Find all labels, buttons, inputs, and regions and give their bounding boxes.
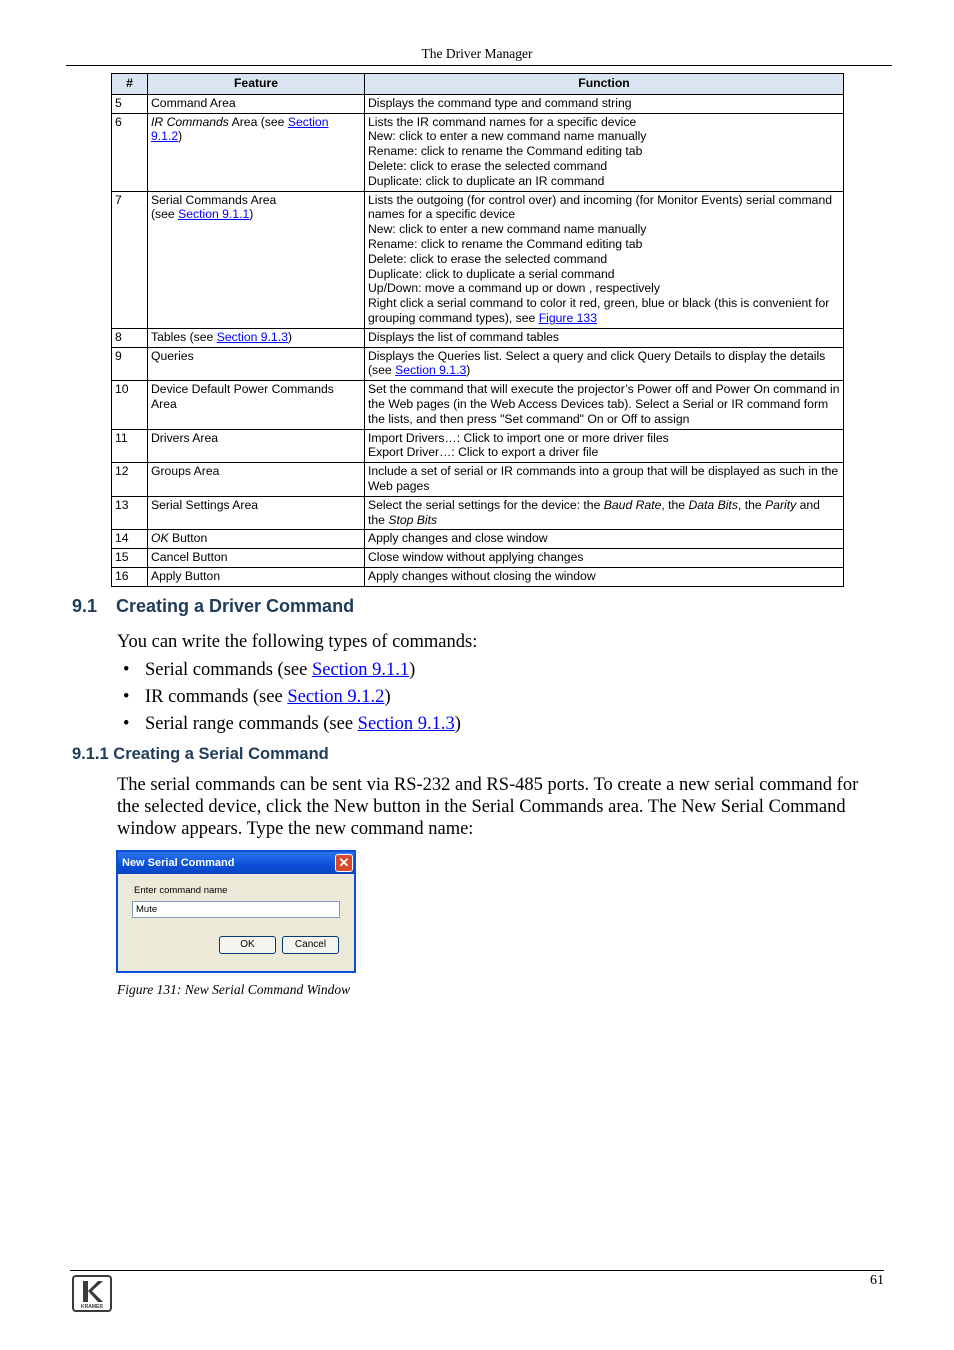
list-item: • Serial range commands (see Section 9.1.3) <box>123 714 461 734</box>
row-feature: Cancel Button <box>148 549 365 568</box>
table-row <box>112 496 844 530</box>
row-num: 9 <box>112 347 148 381</box>
dialog-title-bar <box>118 852 354 874</box>
row-function: Include a set of serial or IR commands into a group that will be displayed as such in the Web pages <box>365 463 844 497</box>
row-function: Displays the command type and command string <box>365 94 844 113</box>
table-row <box>112 530 844 549</box>
table-row <box>112 347 844 381</box>
row-num: 16 <box>112 567 148 586</box>
table-row <box>112 381 844 429</box>
ok-button[interactable]: OK <box>219 936 276 954</box>
row-feature: OK Button <box>148 530 365 549</box>
row-function: Lists the IR command names for a specific device New: click to enter a new command name manually Rename: click to rename the Command editing tab Delete: click to erase the selected command Duplicate: click to duplicate an IR command <box>365 113 844 191</box>
header-rule <box>66 65 892 66</box>
bullet-icon: • <box>123 660 130 680</box>
row-feature: Serial Commands Area (see Section 9.1.1) <box>148 191 365 328</box>
kramer-logo <box>72 1275 112 1312</box>
table-row <box>112 463 844 497</box>
section-link[interactable]: Section 9.1.2 <box>287 687 385 707</box>
new-serial-command-dialog <box>116 850 356 973</box>
row-feature: Queries <box>148 347 365 381</box>
row-num: 6 <box>112 113 148 191</box>
section-heading-9-1-1: 9.1.1 Creating a Serial Command <box>72 745 329 763</box>
intro-text: You can write the following types of commands: <box>117 632 478 652</box>
row-function: Displays the Queries list. Select a query and click Query Details to display the details (see Section 9.1.3) <box>365 347 844 381</box>
section-heading-9-1: 9.1 Creating a Driver Command <box>72 596 355 616</box>
header-function: Function <box>365 74 844 95</box>
row-feature: Groups Area <box>148 463 365 497</box>
row-feature: Apply Button <box>148 567 365 586</box>
section-link[interactable]: Section 9.1.3 <box>357 714 455 734</box>
footer-rule <box>70 1270 884 1271</box>
section-link[interactable]: Section 9.1.3 <box>216 329 288 344</box>
row-num: 14 <box>112 530 148 549</box>
table-row <box>112 429 844 463</box>
row-function: Lists the outgoing (for control over) and incoming (for Monitor Events) serial command names for a specific device New: click to enter a new command name manually Rename: click to rename the Command editing tab Delete: click to erase the selected command Duplicate: click to duplicate a serial command Up/Down: move a command up or down , respectively Right click a serial command to color it red, green, blue or black (this is convenient for grouping command types), see Figure 133 <box>365 191 844 328</box>
dialog-title: New Serial Command <box>122 857 235 869</box>
row-function: Apply changes without closing the window <box>365 567 844 586</box>
cancel-button[interactable]: Cancel <box>282 936 339 954</box>
row-function: Select the serial settings for the device: the Baud Rate, the Data Bits, the Parity and the Stop Bits <box>365 496 844 530</box>
bullet-icon: • <box>123 714 130 734</box>
row-feature: Device Default Power Commands Area <box>148 381 365 429</box>
page-number: 61 <box>870 1273 884 1288</box>
row-num: 5 <box>112 94 148 113</box>
row-function: Set the command that will execute the projector’s Power off and Power On command in the Web pages (in the Web Access Devices tab). Select a Serial or IR command form the lists, and then press "Set command" On or Off to assign <box>365 381 844 429</box>
logo-wordmark: KRAMER <box>81 1304 103 1310</box>
command-name-input[interactable]: Mute <box>132 901 340 918</box>
command-types-list <box>117 659 461 740</box>
table-row <box>112 94 844 113</box>
header-num: # <box>112 74 148 95</box>
table-header-row <box>112 74 844 95</box>
figure-link[interactable]: Figure 133 <box>538 310 597 325</box>
figure-caption: Figure 131: New Serial Command Window <box>117 982 351 997</box>
section-link[interactable]: Section 9.1.1 <box>178 207 250 222</box>
row-num: 8 <box>112 328 148 347</box>
row-num: 12 <box>112 463 148 497</box>
section-link[interactable]: Section 9.1.2 <box>151 114 329 144</box>
row-num: 10 <box>112 381 148 429</box>
bullet-icon: • <box>123 687 130 707</box>
row-num: 13 <box>112 496 148 530</box>
row-feature: Tables (see Section 9.1.3) <box>148 328 365 347</box>
row-feature: Command Area <box>148 94 365 113</box>
running-head: The Driver Manager <box>421 46 533 61</box>
row-function: Apply changes and close window <box>365 530 844 549</box>
command-name-label: Enter command name <box>134 885 228 896</box>
table-row <box>112 328 844 347</box>
list-item: • IR commands (see Section 9.1.2) <box>123 687 391 707</box>
feature-table <box>111 73 844 587</box>
row-feature: Drivers Area <box>148 429 365 463</box>
row-function: Displays the list of command tables <box>365 328 844 347</box>
row-function: Close window without applying changes <box>365 549 844 568</box>
table-row <box>112 113 844 191</box>
body-paragraph: The serial commands can be sent via RS-232 and RS-485 ports. To create a new serial command for the selected device, click the New button in the Serial Commands area. The New Serial Command window appears. Type the new command name: <box>117 775 859 839</box>
table-row <box>112 549 844 568</box>
section-link[interactable]: Section 9.1.3 <box>395 363 467 378</box>
row-feature: Serial Settings Area <box>148 496 365 530</box>
row-num: 15 <box>112 549 148 568</box>
close-icon[interactable]: ✕ <box>335 854 353 872</box>
row-feature: IR Commands Area (see Section 9.1.2) <box>148 113 365 191</box>
section-link[interactable]: Section 9.1.1 <box>311 660 410 680</box>
row-function: Import Drivers…: Click to import one or more driver files Export Driver…: Click to export a driver file <box>365 429 844 463</box>
table-row <box>112 191 844 328</box>
row-num: 11 <box>112 429 148 463</box>
row-num: 7 <box>112 191 148 328</box>
kramer-k-icon <box>74 1277 110 1305</box>
table-row <box>112 567 844 586</box>
list-item: • Serial commands (see Section 9.1.1) <box>123 660 416 680</box>
header-feature: Feature <box>148 74 365 95</box>
